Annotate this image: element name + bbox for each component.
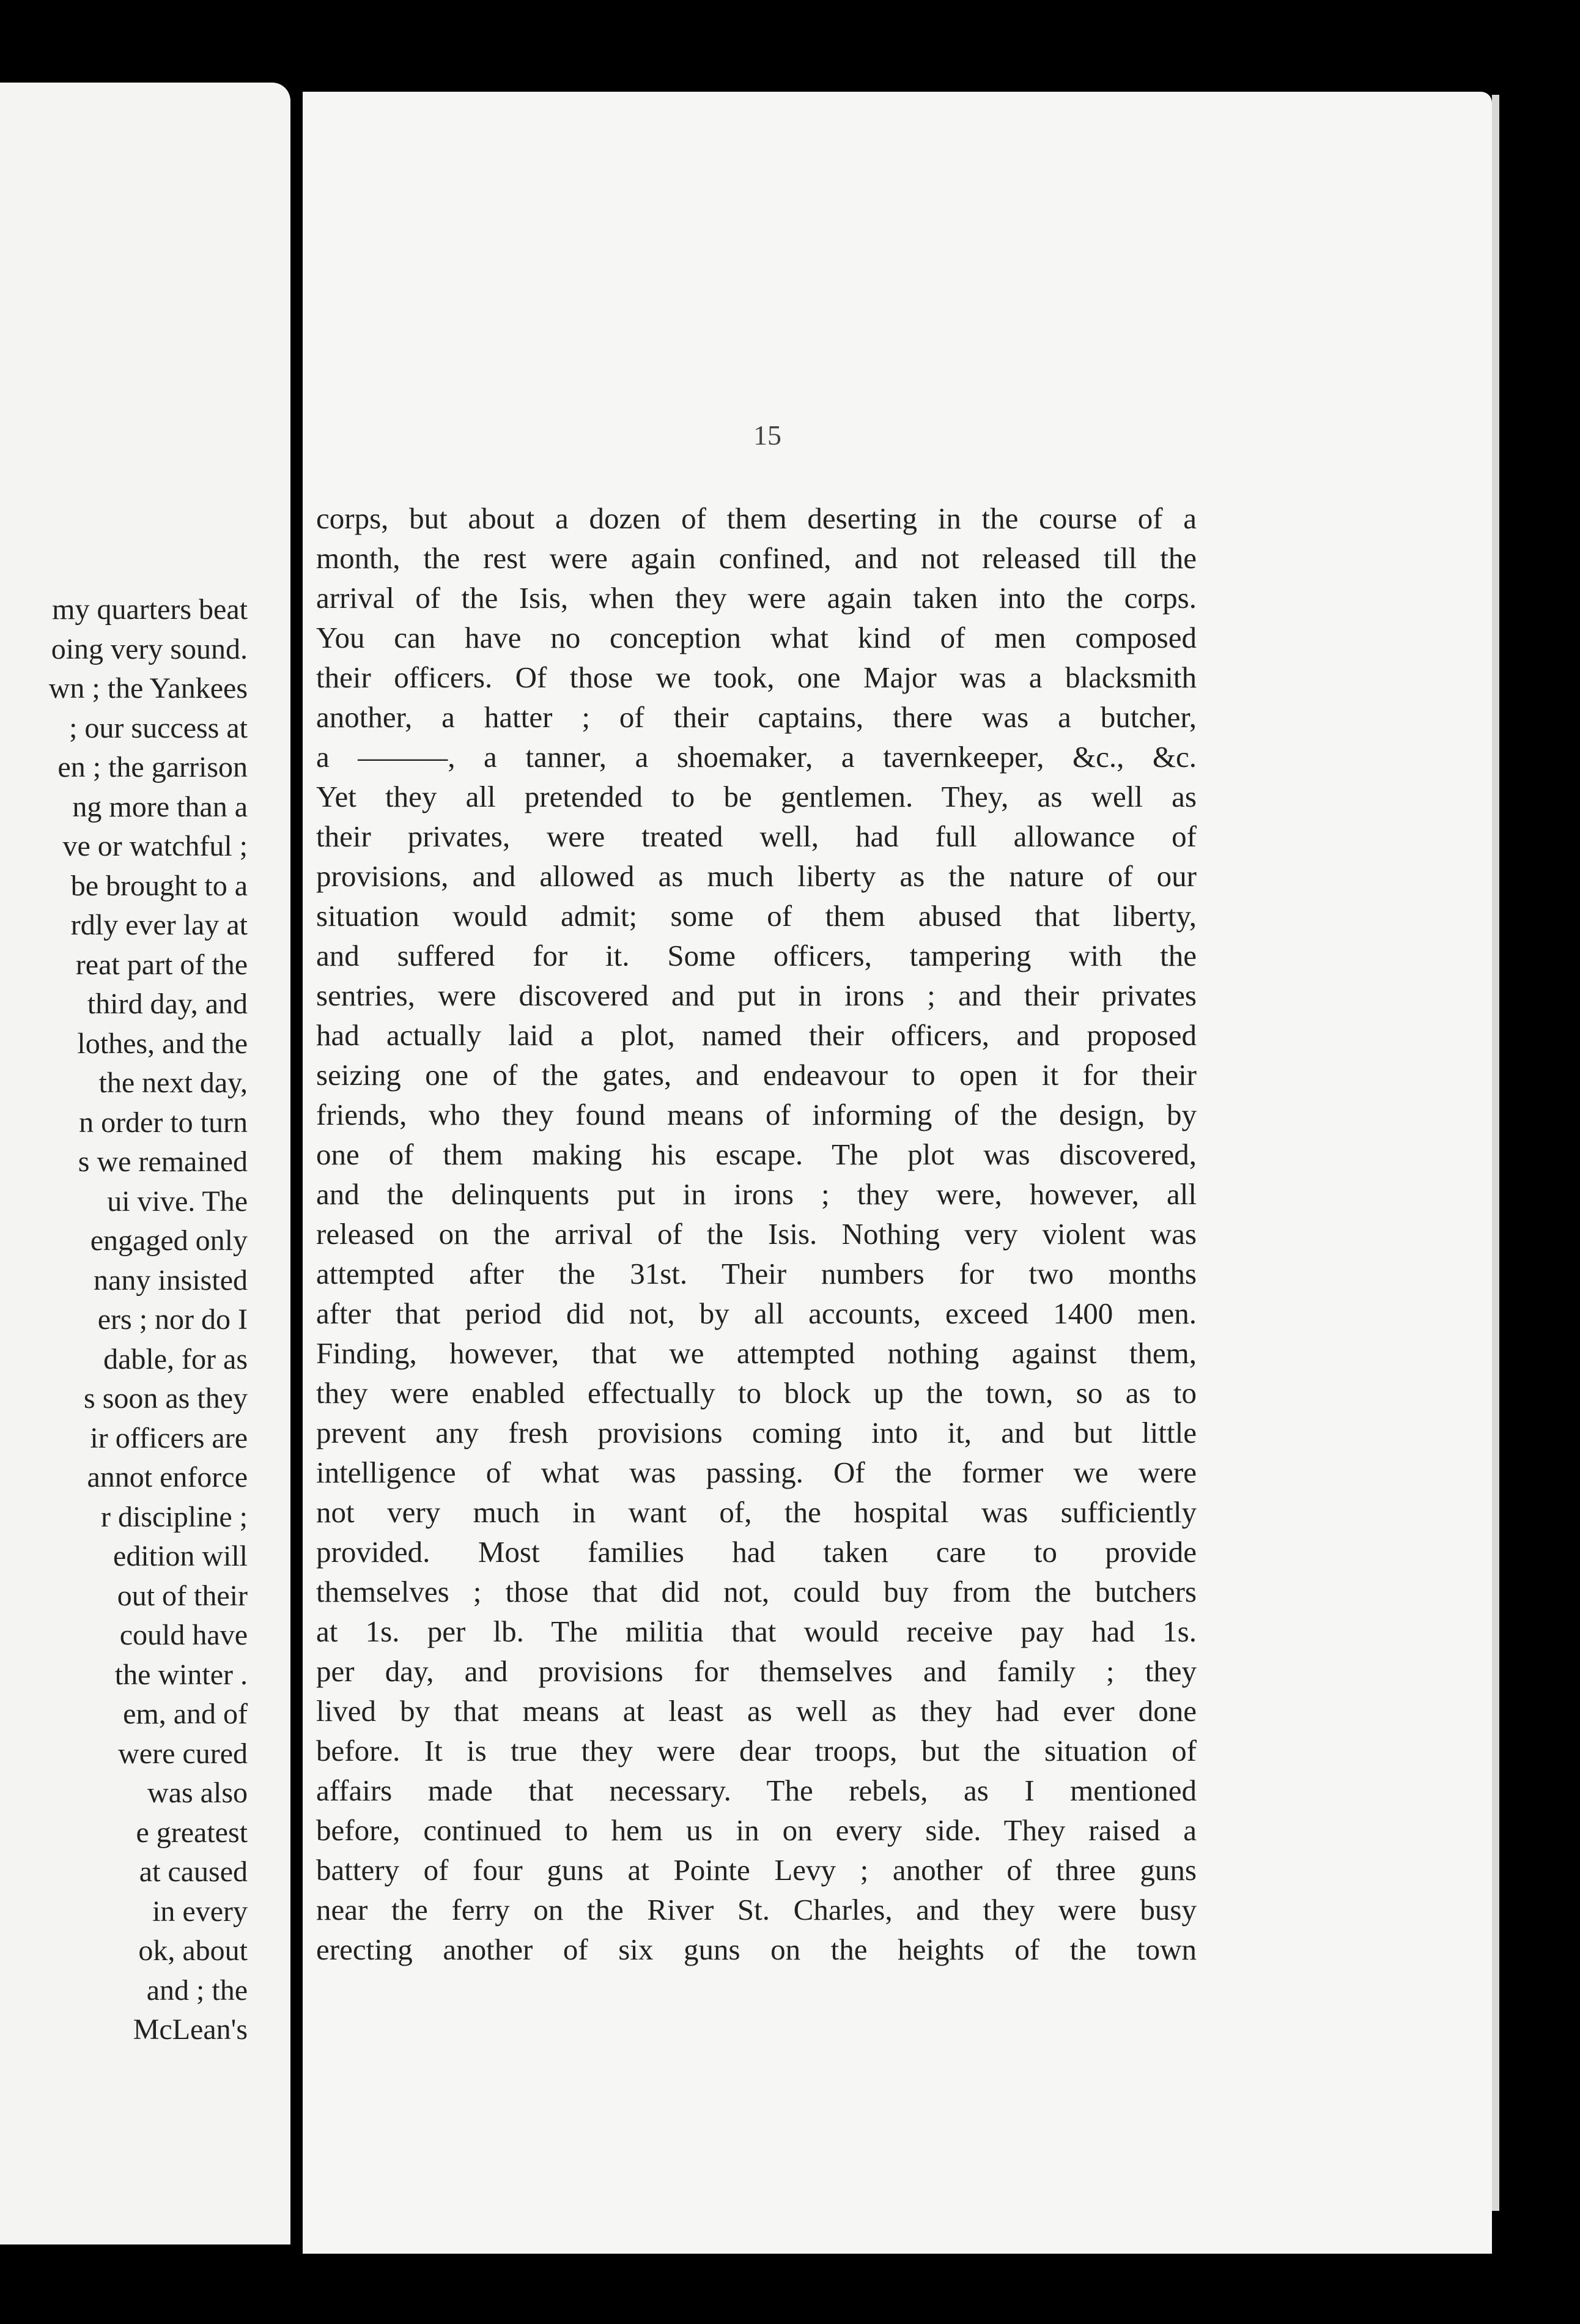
text-line: Finding, however, that we attempted nothing against them,	[316, 1336, 1197, 1370]
text-line: per day, and provisions for themselves and family ; they	[316, 1654, 1197, 1688]
left-page-line: em, and of	[123, 1698, 248, 1730]
text-line: one of them making his escape. The plot was discovered,	[316, 1138, 1197, 1171]
left-page-line: n order to turn	[79, 1106, 248, 1139]
page-number: 15	[753, 420, 781, 451]
left-page-line: wn ; the Yankees	[48, 672, 248, 705]
text-line: a ———, a tanner, a shoemaker, a tavernkeeper, &c., &c.	[316, 740, 1197, 774]
left-page-line: were cured	[118, 1737, 248, 1770]
left-page-line: dable, for as	[103, 1342, 248, 1375]
left-page-line: could have	[119, 1619, 248, 1651]
text-line: and the delinquents put in irons ; they were, however, all	[316, 1177, 1197, 1211]
left-page-line: ir officers are	[90, 1421, 248, 1454]
text-line: at 1s. per lb. The militia that would receive pay had 1s.	[316, 1615, 1197, 1648]
text-line: and suffered for it. Some officers, tampering with the	[316, 939, 1197, 972]
text-line: their officers. Of those we took, one Major was a blacksmith	[316, 661, 1197, 694]
text-line: not very much in want of, the hospital was sufficiently	[316, 1495, 1197, 1529]
left-page	[0, 83, 290, 2244]
left-page-line: my quarters beat	[52, 593, 248, 626]
text-line: erecting another of six guns on the heights of the town	[316, 1933, 1197, 1966]
text-line: before. It is true they were dear troops, but the situation of	[316, 1734, 1197, 1767]
left-page-line: and ; the	[146, 1974, 248, 2007]
text-line: affairs made that necessary. The rebels, as I mentioned	[316, 1774, 1197, 1807]
text-line: sentries, were discovered and put in irons ; and their privates	[316, 979, 1197, 1012]
left-page-line: third day, and	[87, 988, 248, 1020]
left-page-line: e greatest	[136, 1816, 248, 1849]
left-page-line: McLean's	[133, 2013, 248, 2046]
text-line: situation would admit; some of them abused that liberty,	[316, 899, 1197, 933]
left-page-line: ok, about	[138, 1934, 248, 1967]
left-page-text	[0, 590, 248, 2050]
left-page-line: engaged only	[90, 1224, 248, 1257]
left-page-line: oing very sound.	[51, 632, 248, 665]
text-line: had actually laid a plot, named their officers, and proposed	[316, 1018, 1197, 1052]
text-line: near the ferry on the River St. Charles, and they were busy	[316, 1893, 1197, 1926]
text-line: they were enabled effectually to block up the town, so as to	[316, 1376, 1197, 1410]
page-body-text	[316, 498, 1197, 1969]
text-line: before, continued to hem us in on every side. They raised a	[316, 1813, 1197, 1847]
left-page-line: lothes, and the	[77, 1027, 248, 1060]
left-page-line: annot enforce	[87, 1461, 248, 1493]
left-page-line: r discipline ;	[101, 1500, 248, 1533]
left-page-line: ng more than a	[72, 790, 248, 823]
left-page-line: rdly ever lay at	[70, 909, 248, 941]
left-page-line: ve or watchful ;	[62, 830, 248, 862]
text-line: arrival of the Isis, when they were again taken into the corps.	[316, 581, 1197, 615]
text-line: Yet they all pretended to be gentlemen. They, as well as	[316, 780, 1197, 813]
text-line: battery of four guns at Pointe Levy ; another of three guns	[316, 1853, 1197, 1887]
left-page-line: ui vive. The	[107, 1185, 248, 1218]
left-page-line: out of their	[117, 1579, 248, 1612]
text-line: provisions, and allowed as much liberty as the nature of our	[316, 859, 1197, 893]
text-line: seizing one of the gates, and endeavour to open it for their	[316, 1058, 1197, 1092]
text-line: provided. Most families had taken care to provide	[316, 1535, 1197, 1569]
left-page-line: en ; the garrison	[57, 751, 248, 783]
left-page-line: was also	[147, 1777, 248, 1809]
text-line: released on the arrival of the Isis. Nothing very violent was	[316, 1217, 1197, 1251]
left-page-line: ; our success at	[69, 711, 248, 744]
text-line: prevent any fresh provisions coming into it, and but little	[316, 1416, 1197, 1449]
left-page-line: in every	[152, 1895, 248, 1928]
right-page	[303, 92, 1492, 2254]
text-line: corps, but about a dozen of them deserting in the course of a	[316, 501, 1197, 535]
book-gutter	[290, 83, 303, 2244]
text-line: friends, who they found means of informing of the design, by	[316, 1098, 1197, 1131]
text-line: intelligence of what was passing. Of the former we were	[316, 1456, 1197, 1489]
text-line: attempted after the 31st. Their numbers for two months	[316, 1257, 1197, 1290]
left-page-line: s we remained	[78, 1145, 248, 1178]
left-page-line: s soon as they	[84, 1382, 248, 1415]
left-page-line: the next day,	[98, 1067, 248, 1099]
page-edge	[1492, 95, 1499, 2211]
left-page-line: edition will	[113, 1540, 248, 1572]
text-line: themselves ; those that did not, could buy from the butchers	[316, 1575, 1197, 1608]
left-page-line: the winter .	[114, 1658, 248, 1691]
left-page-line: reat part of the	[75, 948, 248, 981]
left-page-line: be brought to a	[70, 869, 248, 902]
left-page-line: at caused	[139, 1856, 248, 1888]
text-line: lived by that means at least as well as they had ever done	[316, 1694, 1197, 1728]
left-page-line: ers ; nor do I	[97, 1303, 248, 1336]
text-line: month, the rest were again confined, and not released till the	[316, 541, 1197, 575]
left-page-line: nany insisted	[94, 1264, 248, 1297]
text-line: another, a hatter ; of their captains, there was a butcher,	[316, 700, 1197, 734]
text-line: You can have no conception what kind of men composed	[316, 621, 1197, 654]
text-line: after that period did not, by all accounts, exceed 1400 men.	[316, 1297, 1197, 1330]
text-line: their privates, were treated well, had full allowance of	[316, 820, 1197, 853]
